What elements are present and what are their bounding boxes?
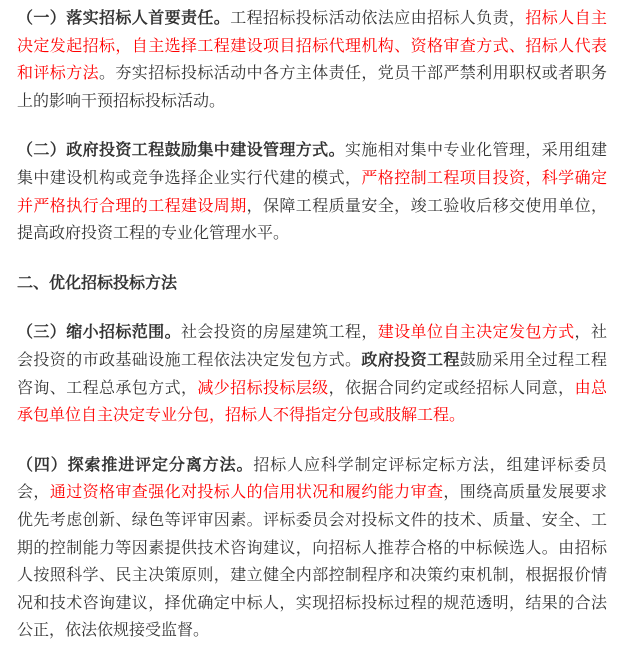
section-heading: 二、优化招标投标方法 <box>17 272 178 292</box>
bold-lead-text: （一）落实招标人首要责任。 <box>17 8 231 27</box>
red-emphasis-text: 建设单位自主决定发包方式 <box>377 322 575 342</box>
article-body <box>0 4 624 644</box>
body-text: 鼓励采用全过程工程咨询、工程总承包方式， <box>17 349 607 397</box>
body-text: ，社会投资的市政基础设施工程依法决定发包方式。 <box>17 322 607 369</box>
body-text: 。夯实招标投标活动中各方主体责任，党员干部严禁利用职权或者职务上的影响干预招标投标活动。 <box>17 63 607 110</box>
paragraph-section-3 <box>17 318 607 428</box>
body-text: 工程招标投标活动依法应由招标人负责， <box>230 8 526 27</box>
body-text: ，保障工程质量安全，竣工验收后移交使用单位，提高政府投资工程的专业化管理水平。 <box>17 195 607 243</box>
red-emphasis-text: 招标人自主决定发起招标，自主选择工程建设项目招标代理机构、资格审查方式、招标人代表和评标方法 <box>17 8 607 83</box>
bold-lead-text: （二）政府投资工程鼓励集中建设管理方式。 <box>17 140 345 160</box>
red-emphasis-text: 由总承包单位自主决定专业分包，招标人不得指定分包或肢解工程。 <box>17 377 607 425</box>
body-text: 社会投资的房屋建筑工程， <box>180 322 378 342</box>
body-text: ，围绕高质量发展要求优先考虑创新、绿色等评审因素。评标委员会对投标文件的技术、质量、安全、工期的控制能力等因素提供技术咨询建议，向招标人推荐合格的中标候选人。由招标人按照科学、民主决策原则，建立健全内部控制程序和决策约束机制，根据报价情况和技术咨询建议，择优确定中标人，实现招标投标过程的规范透明，结果的合法公正，依法依规接受监督。 <box>17 482 607 640</box>
red-emphasis-text: 减少招标投标层级 <box>197 377 329 397</box>
bold-lead-text: （三）缩小招标范围。 <box>17 322 181 342</box>
bold-lead-text: （四）探索推进评定分离方法。 <box>17 454 254 474</box>
paragraph-section-2 <box>17 136 607 246</box>
body-text: ，依据合同约定或经招标人同意， <box>328 377 575 397</box>
bold-lead-text: 政府投资工程 <box>361 349 460 369</box>
paragraph-section-1 <box>17 4 607 114</box>
red-emphasis-text: 严格控制工程项目投资，科学确定并严格执行合理的工程建设周期 <box>17 167 607 215</box>
body-text: 招标人应科学制定评标定标方法，组建评标委员会， <box>17 454 607 502</box>
body-text: 实施相对集中专业化管理，采用组建集中建设机构或竞争选择企业实行代建的模式， <box>17 140 607 187</box>
red-emphasis-text: 通过资格审查强化对投标人的信用状况和履约能力审查 <box>49 482 444 502</box>
paragraph-section-4 <box>17 451 607 644</box>
